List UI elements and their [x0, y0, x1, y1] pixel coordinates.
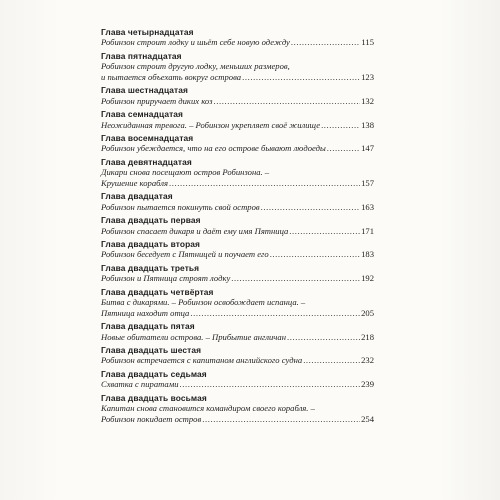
- dot-leader: [213, 96, 360, 107]
- description-entry-line: [101, 37, 374, 48]
- chapter-title: Глава двадцать четвёртая: [101, 286, 214, 297]
- description-line: Капитан снова становится командиром своего корабля. –: [101, 402, 315, 413]
- dot-leader: [190, 308, 360, 319]
- chapter-description: [101, 61, 374, 83]
- dot-leader: [180, 379, 361, 390]
- dot-leader: [327, 143, 360, 154]
- chapter-description: [101, 167, 374, 189]
- chapter-description: [101, 143, 374, 154]
- toc-entry: [101, 157, 374, 189]
- chapter-title: Глава шестнадцатая: [101, 85, 189, 96]
- description-line: Пятница находит отца: [101, 307, 190, 318]
- toc-entry: [101, 345, 374, 366]
- toc-entry: [101, 287, 374, 319]
- description-line: Дикари снова посещают остров Робинзона. –: [101, 167, 270, 178]
- page-number: 147: [361, 143, 374, 154]
- description-entry-line: [101, 273, 374, 284]
- table-of-contents: [101, 27, 374, 427]
- dot-leader: [242, 72, 360, 83]
- chapter-description: [101, 96, 374, 107]
- dot-leader: [289, 226, 360, 237]
- toc-entry: [101, 191, 374, 212]
- description-entry-line: [101, 332, 374, 343]
- description-line: Битва с дикарями. – Робинзон освобождает испанца. –: [101, 296, 306, 307]
- page-number: 163: [361, 201, 374, 212]
- description-line: Робинзон пытается покинуть свой остров: [101, 201, 260, 212]
- chapter-description: [101, 403, 374, 425]
- page-number: 218: [361, 331, 374, 342]
- description-entry-line: [101, 379, 374, 390]
- chapter-title: Глава девятнадцатая: [101, 156, 192, 167]
- chapter-title: Глава двадцать первая: [101, 215, 201, 226]
- page-number: 138: [361, 119, 374, 130]
- chapter-title: Глава пятнадцатая: [101, 50, 182, 61]
- chapter-title: Глава двадцатая: [101, 191, 173, 202]
- toc-entry: [101, 85, 374, 106]
- dot-leader: [261, 202, 360, 213]
- toc-entry: [101, 239, 374, 260]
- page-number: 205: [361, 307, 374, 318]
- page-number: 157: [361, 177, 374, 188]
- description-line: Неожиданная тревога. – Робинзон укрепляет своё жилище: [101, 119, 321, 130]
- toc-entry: [101, 215, 374, 236]
- description-entry-line: [101, 226, 374, 237]
- chapter-description: [101, 202, 374, 213]
- toc-entry: [101, 393, 374, 425]
- description-line: Робинзон беседует с Пятницей и поучает его: [101, 249, 269, 260]
- description-line: и пытается объехать вокруг острова: [101, 72, 242, 82]
- chapter-title: Глава семнадцатая: [101, 109, 184, 120]
- chapter-description: [101, 379, 374, 390]
- description-line: Робинзон спасает дикаря и даёт ему имя Пятница: [101, 225, 289, 236]
- dot-leader: [202, 414, 360, 425]
- chapter-title: Глава двадцать третья: [101, 262, 200, 273]
- description-line: Робинзон строит другую лодку, меньших размеров,: [101, 61, 290, 72]
- description-entry-line: [101, 72, 374, 83]
- description-line: Робинзон покидает остров: [101, 413, 202, 424]
- description-line: Робинзон и Пятница строят лодку: [101, 273, 231, 284]
- dot-leader: [231, 273, 360, 284]
- chapter-description: [101, 355, 374, 366]
- description-entry-line: [101, 249, 374, 260]
- page-number: 132: [361, 95, 374, 106]
- page-number: 183: [361, 249, 374, 260]
- page-number: 115: [361, 37, 374, 48]
- chapter-description: [101, 226, 374, 237]
- toc-entry: [101, 321, 374, 342]
- chapter-description: [101, 273, 374, 284]
- toc-entry: [101, 369, 374, 390]
- toc-entry: [101, 133, 374, 154]
- description-entry-line: [101, 308, 374, 319]
- chapter-title: Глава двадцать шестая: [101, 344, 202, 355]
- page-number: 171: [361, 225, 374, 236]
- description-entry-line: [101, 143, 374, 154]
- page-number: 123: [361, 72, 374, 82]
- toc-entry: [101, 51, 374, 83]
- description-entry-line: [101, 202, 374, 213]
- chapter-description: [101, 37, 374, 48]
- page-number: 254: [361, 413, 374, 424]
- dot-leader: [270, 249, 360, 260]
- description-line: Схватка с пиратами: [101, 379, 179, 390]
- description-line: Робинзон приручает диких коз: [101, 95, 213, 106]
- description-line: Новые обитатели острова. – Прибытие англичан: [101, 331, 286, 342]
- page-number: 192: [361, 273, 374, 284]
- chapter-title: Глава восемнадцатая: [101, 132, 194, 143]
- chapter-title: Глава двадцать седьмая: [101, 368, 207, 379]
- chapter-description: [101, 249, 374, 260]
- toc-entry: [101, 27, 374, 48]
- page-number: 239: [361, 379, 374, 390]
- description-entry-line: [101, 96, 374, 107]
- toc-entry: [101, 109, 374, 130]
- description-entry-line: [101, 120, 374, 131]
- dot-leader: [291, 37, 361, 48]
- description-line: Робинзон встречается с капитаном английского судна: [101, 355, 303, 366]
- description-entry-line: [101, 355, 374, 366]
- page-number: 232: [361, 355, 374, 366]
- description-line: Робинзон убеждается, что на его острове бывают людоеды: [101, 143, 326, 154]
- chapter-title: Глава двадцать пятая: [101, 321, 195, 332]
- dot-leader: [287, 332, 360, 343]
- chapter-title: Глава двадцать вторая: [101, 238, 201, 249]
- description-entry-line: [101, 178, 374, 189]
- description-line: Крушение корабля: [101, 177, 168, 188]
- chapter-description: [101, 332, 374, 343]
- dot-leader: [169, 178, 360, 189]
- chapter-title: Глава двадцать восьмая: [101, 392, 207, 403]
- description-line: Робинзон строит лодку и шьёт себе новую одежду: [101, 37, 290, 48]
- chapter-description: [101, 120, 374, 131]
- chapter-description: [101, 297, 374, 319]
- toc-entry: [101, 263, 374, 284]
- dot-leader: [321, 120, 360, 131]
- chapter-title: Глава четырнадцатая: [101, 27, 194, 37]
- dot-leader: [303, 355, 360, 366]
- description-entry-line: [101, 414, 374, 425]
